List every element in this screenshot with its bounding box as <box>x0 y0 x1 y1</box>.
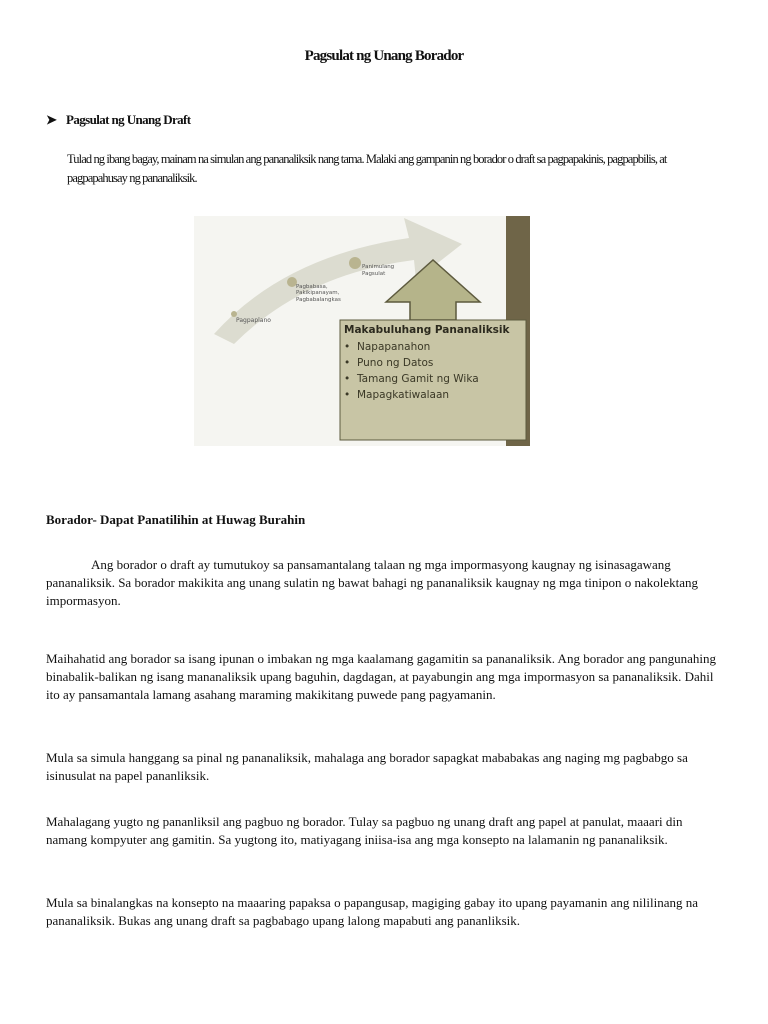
body-paragraph: Ang borador o draft ay tumutukoy sa pansamantalang talaan ng mga impormasyong kaugnay ng isinasagawang pananaliksik. Sa borador makikita ang unang sulatin ng bawat bahagi ng pananaliksik kaugnay ng mga tinipon o nakolektang impormasyon. <box>46 557 699 608</box>
stage-label: Pagbabasa, <box>296 284 328 290</box>
body-paragraph: Maihahatid ang borador sa isang ipunan o imbakan ng mga kaalamang gagamitin sa pananaliksik. Ang borador ang pangunahing binabalik-balikan ng isang mananaliksik upang baguhin, dagdagan, at payabungin ang mga impormasyon sa pananaliksik. Dahil ito ay pansamantala lamang asahang maraming makikitang puwede pang pagyamanin. <box>46 651 717 702</box>
bullet-heading-row <box>46 112 191 128</box>
body-paragraph: Mahalagang yugto ng pananliksil ang pagbuo ng borador. Tulay sa pagbuo ng unang draft ang papel at panulat, maaari din namang kompyuter ang gamitin. Sa yugtong ito, matiyagang iniisa-isa ang mga konsepto na lalamanin ng pananaliksik. <box>46 814 683 847</box>
box-item: Napapanahon <box>357 341 431 353</box>
stage-dot <box>349 257 361 269</box>
stage-label: Pagpaplano <box>236 317 271 324</box>
stage-label: Pakikipanayam, <box>296 290 340 296</box>
body-paragraph: Mula sa simula hanggang sa pinal ng pananaliksik, mahalaga ang borador sapagkat mababakas ang naging mg pagbabgo sa isinusulat na papel pananliksik. <box>46 750 688 783</box>
stage-label: Pagsulat <box>362 271 386 277</box>
box-bullet: • <box>344 357 351 369</box>
box-bullet: • <box>344 373 351 385</box>
box-item: Tamang Gamit ng Wika <box>357 373 479 385</box>
intro-paragraph: Tulad ng ibang bagay, mainam na simulan ang pananaliksik nang tama. Malaki ang gampanin ng borador o draft sa pagpapakinis, pagpapbilis, at pagpapahusay ng pananaliksik. <box>67 152 667 185</box>
page-title: Pagsulat ng Unang Borador <box>304 48 464 64</box>
box-title: Makabuluhang Pananaliksik <box>344 324 510 336</box>
research-process-figure <box>194 216 530 446</box>
box-item: Puno ng Datos <box>357 357 434 369</box>
body-paragraph: Mula sa binalangkas na konsepto na maaaring papaksa o papangusap, magiging gabay ito upang payamanin ang nililinang na pananaliksik. Bukas ang unang draft sa pagbabago upang lalong mapabuti ang pananliksik. <box>46 895 698 928</box>
stage-label: Panimulang <box>362 264 395 270</box>
bullet-heading: Pagsulat ng Unang Draft <box>66 112 191 127</box>
section-heading: Borador- Dapat Panatilihin at Huwag Burahin <box>46 512 306 527</box>
box-bullet: • <box>344 341 351 353</box>
box-item: Mapagkatiwalaan <box>357 389 450 401</box>
box-bullet: • <box>344 389 351 401</box>
arrowhead-bullet-icon: ➤ <box>46 112 57 127</box>
stage-label: Pagbabalangkas <box>296 297 341 303</box>
